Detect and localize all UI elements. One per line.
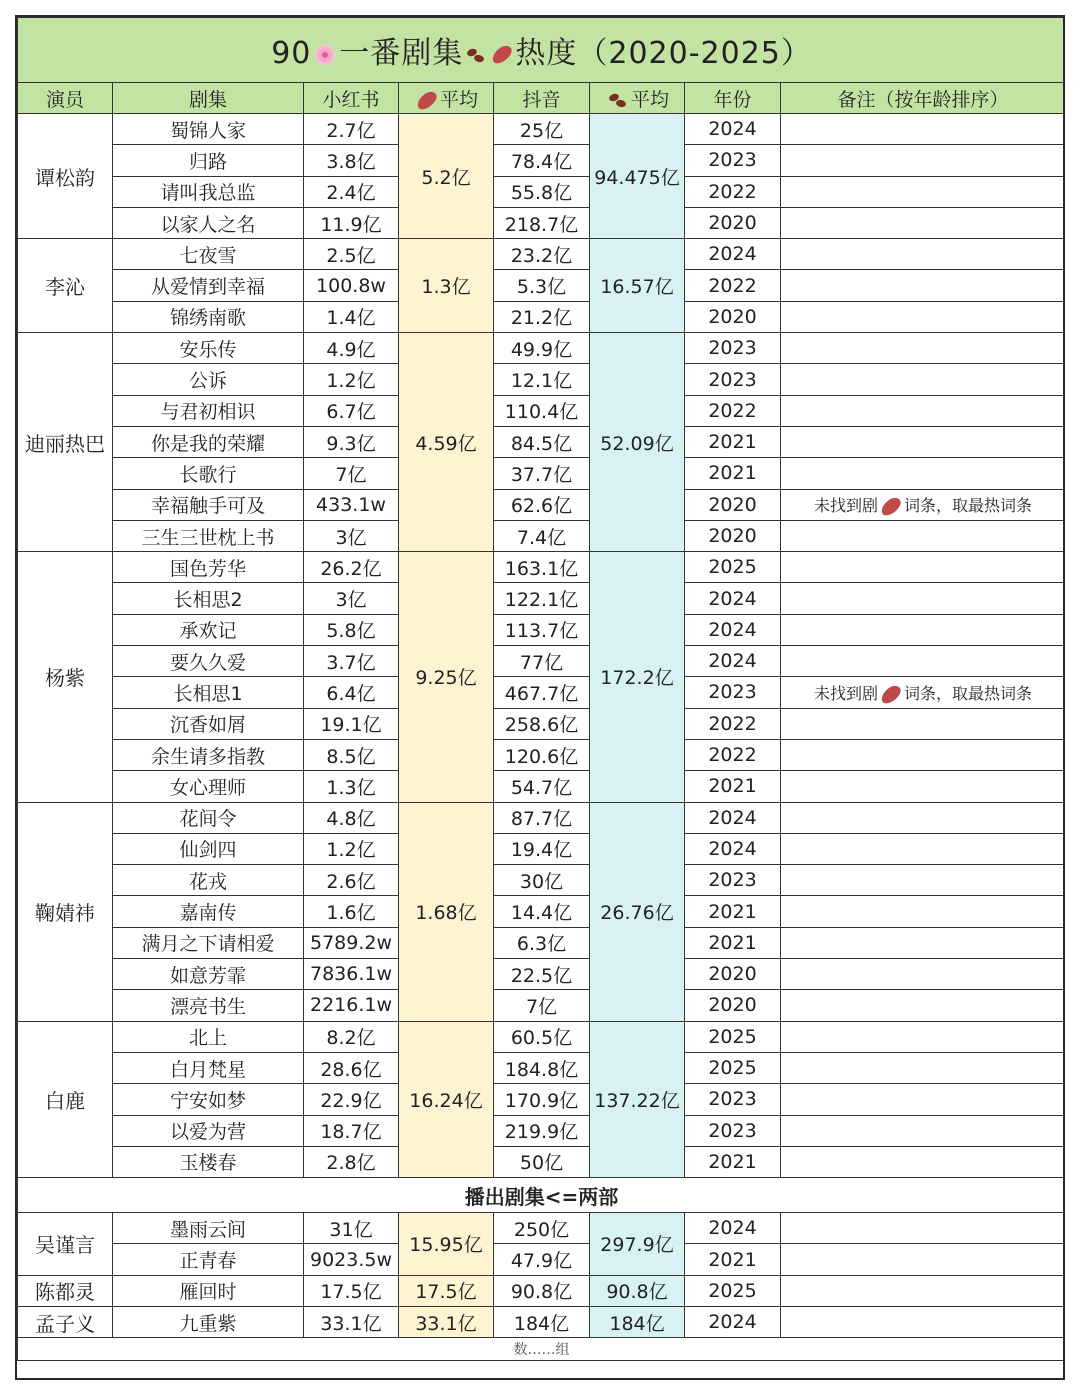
year: 2023: [685, 1084, 781, 1115]
table-row: [18, 1021, 1066, 1052]
year: 2021: [685, 896, 781, 927]
drama-title: 七夜雪: [113, 239, 304, 270]
title-middle: 一番剧集: [339, 36, 464, 71]
douyin-value: 110.4亿: [494, 395, 590, 426]
header-actor: 演员: [18, 83, 113, 114]
table-row: [18, 990, 1066, 1021]
table-row: [18, 614, 1066, 645]
xhs-value: 19.1亿: [304, 708, 399, 739]
note-cell: [781, 1052, 1066, 1083]
xhs-value: 7亿: [304, 458, 399, 489]
douyin-value: 78.4亿: [494, 145, 590, 176]
note-cell: [781, 833, 1066, 864]
table-row: [18, 301, 1066, 332]
drama-title: 你是我的荣耀: [113, 426, 304, 457]
xhs-average: 1.68亿: [399, 802, 494, 1021]
drama-title: 幸福触手可及: [113, 489, 304, 520]
douyin-value: 37.7亿: [494, 458, 590, 489]
xhs-average: 16.24亿: [399, 1021, 494, 1177]
year: 2024: [685, 1306, 781, 1337]
note-cell: [781, 739, 1066, 770]
xhs-average: 4.59亿: [399, 333, 494, 552]
xhs-value: 8.2亿: [304, 1021, 399, 1052]
douyin-value: 23.2亿: [494, 239, 590, 270]
drama-title: 归路: [113, 145, 304, 176]
year: 2022: [685, 176, 781, 207]
xhs-average: 17.5亿: [399, 1275, 494, 1306]
note-suffix: 词条，取最热词条: [904, 683, 1033, 703]
xhs-average: 1.3亿: [399, 239, 494, 333]
note-cell: [781, 614, 1066, 645]
douyin-average: 297.9亿: [590, 1213, 685, 1276]
table-row: [18, 1306, 1066, 1337]
section-row: [18, 1178, 1066, 1213]
xhs-value: 1.4亿: [304, 301, 399, 332]
douyin-value: 54.7亿: [494, 771, 590, 802]
year: 2022: [685, 739, 781, 770]
douyin-value: 250亿: [494, 1213, 590, 1244]
note-cell: [781, 520, 1066, 551]
year: 2023: [685, 1115, 781, 1146]
note-cell: [781, 927, 1066, 958]
header-avg-label: 平均: [439, 88, 478, 111]
douyin-average: 90.8亿: [590, 1275, 685, 1306]
year: 2020: [685, 520, 781, 551]
note-cell: [781, 176, 1066, 207]
xhs-value: 1.3亿: [304, 771, 399, 802]
note-cell: [781, 1306, 1066, 1337]
year: 2021: [685, 458, 781, 489]
footer-row: [18, 1338, 1066, 1361]
xhs-value: 33.1亿: [304, 1306, 399, 1337]
xhs-value: 18.7亿: [304, 1115, 399, 1146]
note-suffix: 词条，取最热词条: [904, 496, 1033, 516]
douyin-average: 172.2亿: [590, 552, 685, 802]
table-row: [18, 395, 1066, 426]
table-row: [18, 927, 1066, 958]
table-row: [18, 426, 1066, 457]
note-cell: [781, 865, 1066, 896]
note-cell: [781, 990, 1066, 1021]
heat-table-sheet: [15, 15, 1065, 1380]
douyin-average: 184亿: [590, 1306, 685, 1337]
douyin-average: 26.76亿: [590, 802, 685, 1021]
header-year: 年份: [685, 83, 781, 114]
douyin-value: 5.3亿: [494, 270, 590, 301]
drama-title: 满月之下请相爱: [113, 927, 304, 958]
douyin-value: 184.8亿: [494, 1052, 590, 1083]
douyin-value: 218.7亿: [494, 207, 590, 238]
actor-name: 迪丽热巴: [18, 333, 113, 552]
drama-title: 宁安如梦: [113, 1084, 304, 1115]
douyin-value: 49.9亿: [494, 333, 590, 364]
year: 2024: [685, 583, 781, 614]
drama-title: 如意芳霏: [113, 959, 304, 990]
note-cell: [781, 301, 1066, 332]
note-cell: [781, 426, 1066, 457]
drama-title: 承欢记: [113, 614, 304, 645]
xhs-value: 3亿: [304, 520, 399, 551]
year: 2022: [685, 708, 781, 739]
note-cell: [781, 489, 1066, 520]
year: 2024: [685, 1213, 781, 1244]
xhs-average: 5.2亿: [399, 114, 494, 239]
note-cell: [781, 1275, 1066, 1306]
xhs-value: 5789.2w: [304, 927, 399, 958]
xhs-value: 11.9亿: [304, 207, 399, 238]
drama-title: 雁回时: [113, 1275, 304, 1306]
table-row: [18, 677, 1066, 708]
year: 2024: [685, 614, 781, 645]
actor-name: 鞠婧祎: [18, 802, 113, 1021]
cherry-blossom-icon: [312, 42, 338, 68]
douyin-value: 7.4亿: [494, 520, 590, 551]
note-cell: [781, 708, 1066, 739]
douyin-value: 122.1亿: [494, 583, 590, 614]
douyin-value: 184亿: [494, 1306, 590, 1337]
douyin-average: 137.22亿: [590, 1021, 685, 1177]
table-row: [18, 833, 1066, 864]
xhs-value: 3.8亿: [304, 145, 399, 176]
douyin-value: 87.7亿: [494, 802, 590, 833]
xhs-value: 26.2亿: [304, 552, 399, 583]
douyin-value: 60.5亿: [494, 1021, 590, 1052]
douyin-value: 47.9亿: [494, 1244, 590, 1275]
actor-name: 吴谨言: [18, 1213, 113, 1276]
table-row: [18, 708, 1066, 739]
sweet-potato-icon: [878, 495, 903, 518]
table-row: [18, 865, 1066, 896]
header-xhs-average: [399, 83, 494, 114]
year: 2023: [685, 865, 781, 896]
table-row: [18, 489, 1066, 520]
douyin-value: 77亿: [494, 646, 590, 677]
note-cell: [781, 207, 1066, 238]
year: 2022: [685, 395, 781, 426]
note-cell: [781, 1084, 1066, 1115]
drama-title: 正青春: [113, 1244, 304, 1275]
drama-title: 花间令: [113, 802, 304, 833]
drama-heat-table: [17, 17, 1065, 1361]
xhs-value: 22.9亿: [304, 1084, 399, 1115]
douyin-value: 21.2亿: [494, 301, 590, 332]
year: 2021: [685, 1146, 781, 1177]
note-cell: [781, 1021, 1066, 1052]
xhs-value: 6.7亿: [304, 395, 399, 426]
note-cell: [781, 1115, 1066, 1146]
table-row: [18, 176, 1066, 207]
xhs-value: 7836.1w: [304, 959, 399, 990]
douyin-value: 113.7亿: [494, 614, 590, 645]
section-label: 播出剧集<=两部: [18, 1178, 1066, 1213]
note-cell: [781, 1146, 1066, 1177]
drama-title: 安乐传: [113, 333, 304, 364]
xhs-value: 9023.5w: [304, 1244, 399, 1275]
table-row: [18, 1244, 1066, 1275]
table-row: [18, 583, 1066, 614]
douyin-value: 55.8亿: [494, 176, 590, 207]
table-row: [18, 114, 1066, 145]
douyin-value: 50亿: [494, 1146, 590, 1177]
drama-title: 与君初相识: [113, 395, 304, 426]
year: 2024: [685, 802, 781, 833]
douyin-value: 14.4亿: [494, 896, 590, 927]
beans-icon: [607, 92, 629, 108]
douyin-value: 170.9亿: [494, 1084, 590, 1115]
xhs-value: 1.2亿: [304, 833, 399, 864]
drama-title: 锦绣南歌: [113, 301, 304, 332]
xhs-value: 2.4亿: [304, 176, 399, 207]
douyin-value: 25亿: [494, 114, 590, 145]
xhs-value: 2.6亿: [304, 865, 399, 896]
note-cell: [781, 552, 1066, 583]
actor-name: 白鹿: [18, 1021, 113, 1177]
year: 2021: [685, 771, 781, 802]
drama-title: 蜀锦人家: [113, 114, 304, 145]
xhs-value: 433.1w: [304, 489, 399, 520]
year: 2022: [685, 270, 781, 301]
table-row: [18, 1084, 1066, 1115]
actor-name: 李沁: [18, 239, 113, 333]
table-row: [18, 520, 1066, 551]
douyin-value: 22.5亿: [494, 959, 590, 990]
drama-title: 三生三世枕上书: [113, 520, 304, 551]
note-cell: [781, 802, 1066, 833]
xhs-average: 9.25亿: [399, 552, 494, 802]
year: 2024: [685, 646, 781, 677]
xhs-value: 2.5亿: [304, 239, 399, 270]
xhs-value: 1.6亿: [304, 896, 399, 927]
drama-title: 九重紫: [113, 1306, 304, 1337]
drama-title: 公诉: [113, 364, 304, 395]
year: 2021: [685, 426, 781, 457]
douyin-average: 52.09亿: [590, 333, 685, 552]
note-cell: [781, 395, 1066, 426]
table-row: [18, 458, 1066, 489]
year: 2020: [685, 990, 781, 1021]
xhs-value: 100.8w: [304, 270, 399, 301]
drama-title: 长相思1: [113, 677, 304, 708]
table-row: [18, 1052, 1066, 1083]
drama-title: 花戎: [113, 865, 304, 896]
year: 2023: [685, 145, 781, 176]
header-avg-label: 平均: [630, 88, 669, 111]
table-row: [18, 1213, 1066, 1244]
note-cell: [781, 270, 1066, 301]
drama-title: 白月梵星: [113, 1052, 304, 1083]
note-cell: [781, 458, 1066, 489]
douyin-value: 258.6亿: [494, 708, 590, 739]
table-row: [18, 1115, 1066, 1146]
table-row: [18, 239, 1066, 270]
xhs-value: 1.2亿: [304, 364, 399, 395]
year: 2020: [685, 489, 781, 520]
drama-title: 国色芳华: [113, 552, 304, 583]
douyin-value: 90.8亿: [494, 1275, 590, 1306]
year: 2025: [685, 1052, 781, 1083]
table-row: [18, 739, 1066, 770]
douyin-value: 120.6亿: [494, 739, 590, 770]
table-row: [18, 145, 1066, 176]
drama-title: 要久久爱: [113, 646, 304, 677]
douyin-value: 62.6亿: [494, 489, 590, 520]
footer-text: 数……组: [18, 1338, 1066, 1361]
douyin-value: 219.9亿: [494, 1115, 590, 1146]
xhs-value: 2.8亿: [304, 1146, 399, 1177]
drama-title: 墨雨云间: [113, 1213, 304, 1244]
actor-name: 杨紫: [18, 552, 113, 802]
year: 2021: [685, 1244, 781, 1275]
douyin-value: 467.7亿: [494, 677, 590, 708]
sweet-potato-icon: [490, 43, 515, 66]
douyin-average: 16.57亿: [590, 239, 685, 333]
douyin-value: 84.5亿: [494, 426, 590, 457]
header-row: [18, 83, 1066, 114]
douyin-value: 19.4亿: [494, 833, 590, 864]
table-row: [18, 1146, 1066, 1177]
sweet-potato-icon: [878, 683, 903, 706]
douyin-value: 12.1亿: [494, 364, 590, 395]
year: 2020: [685, 207, 781, 238]
table-row: [18, 333, 1066, 364]
note-cell: [781, 1244, 1066, 1275]
table-row: [18, 896, 1066, 927]
table-row: [18, 207, 1066, 238]
table-row: [18, 364, 1066, 395]
drama-title: 以家人之名: [113, 207, 304, 238]
xhs-average: 15.95亿: [399, 1213, 494, 1276]
drama-title: 沉香如屑: [113, 708, 304, 739]
xhs-value: 2.7亿: [304, 114, 399, 145]
note-cell: [781, 583, 1066, 614]
year: 2020: [685, 959, 781, 990]
xhs-value: 28.6亿: [304, 1052, 399, 1083]
drama-title: 玉楼春: [113, 1146, 304, 1177]
drama-title: 以爱为营: [113, 1115, 304, 1146]
actor-name: 孟子义: [18, 1306, 113, 1337]
douyin-value: 6.3亿: [494, 927, 590, 958]
xhs-value: 4.9亿: [304, 333, 399, 364]
sweet-potato-icon: [414, 88, 439, 111]
xhs-value: 3亿: [304, 583, 399, 614]
year: 2025: [685, 552, 781, 583]
year: 2024: [685, 114, 781, 145]
note-cell: [781, 896, 1066, 927]
year: 2025: [685, 1021, 781, 1052]
year: 2023: [685, 333, 781, 364]
drama-title: 余生请多指教: [113, 739, 304, 770]
xhs-average: 33.1亿: [399, 1306, 494, 1337]
drama-title: 漂亮书生: [113, 990, 304, 1021]
table-row: [18, 552, 1066, 583]
note-cell: [781, 677, 1066, 708]
note-cell: [781, 1213, 1066, 1244]
note-cell: [781, 239, 1066, 270]
douyin-value: 163.1亿: [494, 552, 590, 583]
header-drama: 剧集: [113, 83, 304, 114]
xhs-value: 2216.1w: [304, 990, 399, 1021]
drama-title: 北上: [113, 1021, 304, 1052]
drama-title: 长歌行: [113, 458, 304, 489]
table-row: [18, 270, 1066, 301]
douyin-value: 7亿: [494, 990, 590, 1021]
header-xhs: 小红书: [304, 83, 399, 114]
title-prefix: 90: [271, 36, 312, 71]
xhs-value: 31亿: [304, 1213, 399, 1244]
year: 2024: [685, 833, 781, 864]
drama-title: 嘉南传: [113, 896, 304, 927]
xhs-value: 8.5亿: [304, 739, 399, 770]
year: 2021: [685, 927, 781, 958]
year: 2020: [685, 301, 781, 332]
note-cell: [781, 114, 1066, 145]
beans-icon: [465, 47, 487, 63]
note-cell: [781, 771, 1066, 802]
drama-title: 女心理师: [113, 771, 304, 802]
year: 2025: [685, 1275, 781, 1306]
drama-title: 从爱情到幸福: [113, 270, 304, 301]
year: 2023: [685, 364, 781, 395]
table-title: [18, 18, 1066, 83]
note-cell: [781, 333, 1066, 364]
note-prefix: 未找到剧: [814, 683, 879, 703]
xhs-value: 6.4亿: [304, 677, 399, 708]
xhs-value: 4.8亿: [304, 802, 399, 833]
table-row: [18, 1275, 1066, 1306]
title-suffix: 热度（2020-2025）: [515, 36, 812, 71]
year: 2024: [685, 239, 781, 270]
table-row: [18, 959, 1066, 990]
douyin-value: 30亿: [494, 865, 590, 896]
note-cell: [781, 646, 1066, 677]
actor-name: 陈都灵: [18, 1275, 113, 1306]
note-cell: [781, 364, 1066, 395]
drama-title: 长相思2: [113, 583, 304, 614]
header-notes: 备注（按年龄排序）: [781, 83, 1066, 114]
xhs-value: 9.3亿: [304, 426, 399, 457]
note-cell: [781, 959, 1066, 990]
header-douyin-average: [590, 83, 685, 114]
drama-title: 请叫我总监: [113, 176, 304, 207]
xhs-value: 5.8亿: [304, 614, 399, 645]
table-row: [18, 802, 1066, 833]
header-douyin: 抖音: [494, 83, 590, 114]
note-cell: [781, 145, 1066, 176]
actor-name: 谭松韵: [18, 114, 113, 239]
xhs-value: 17.5亿: [304, 1275, 399, 1306]
drama-title: 仙剑四: [113, 833, 304, 864]
table-row: [18, 771, 1066, 802]
note-prefix: 未找到剧: [814, 496, 879, 516]
xhs-value: 3.7亿: [304, 646, 399, 677]
year: 2023: [685, 677, 781, 708]
douyin-average: 94.475亿: [590, 114, 685, 239]
table-row: [18, 646, 1066, 677]
